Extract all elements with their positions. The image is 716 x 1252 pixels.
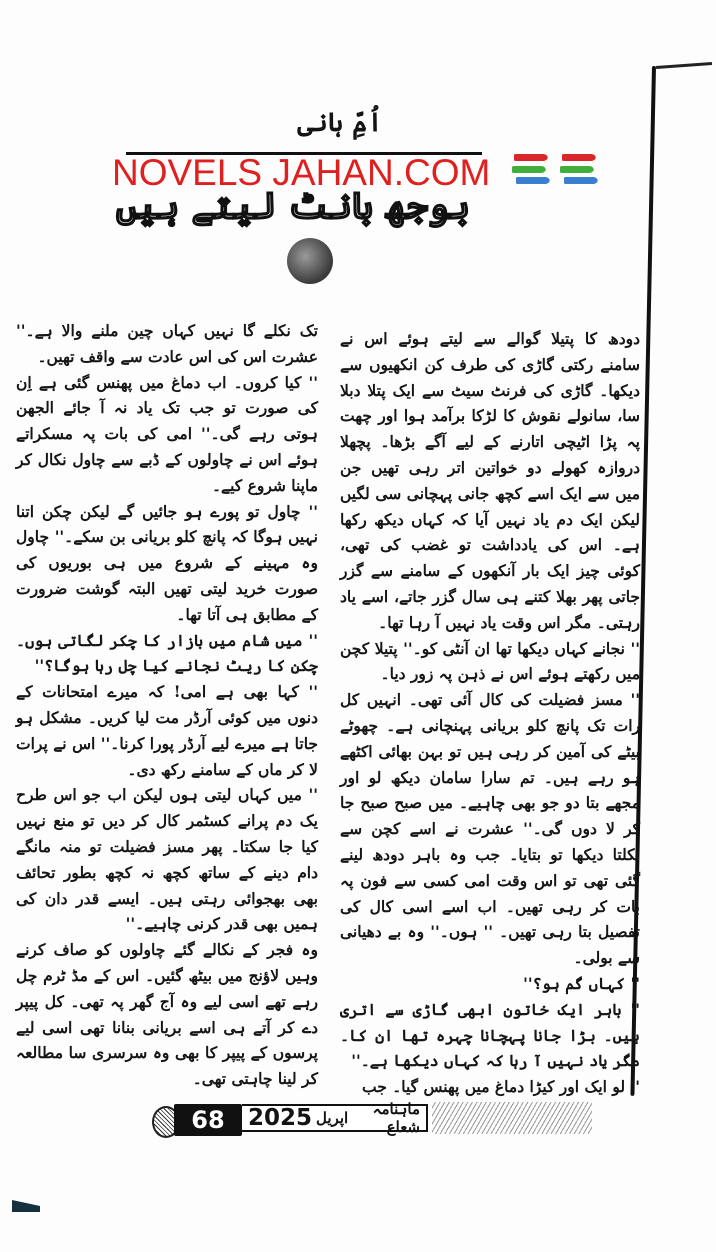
paragraph: '' باہر ایک خاتون ابھی گاڑی سے اتری ہیں۔ بڑا جانا پہچانا چہرہ تھا ان کا۔ مگر یاد نہیں آ رہا کہ کہاں دیکھا ہے۔'' [340,999,640,1071]
books-icon [510,150,554,190]
paragraph: '' میں شام میں بازار کا چکر لگاتی ہوں۔ چکن کا ریٹ نجانے کیا چل رہا ہوگا؟'' [16,630,318,676]
issue-month: اپریل [316,1109,349,1127]
paragraph: '' کہاں گم ہو؟'' [523,973,640,993]
watermark-text: NOVELS JAHAN.COM [112,152,491,193]
issue-year: 2025 [248,1105,313,1131]
paragraph: '' کیا کروں۔ اب دماغ میں پھنس گئی ہے اِن کی صورت تو جب تک یاد نہ آ جائے الجھن ہوتی رہے گی۔'' امی کی بات پہ مسکراتے ہوئے اس نے چاولوں کے ڈبے سے چاول نکال کر ماپنا شروع کیے۔ [16,372,318,495]
issue-label [242,1100,428,1136]
paragraph: '' میں کہاں لیتی ہوں لیکن اب جو اس طرح یک دم پرانے کسٹمر کال کر دیں تو منع نہیں کیا جا سکتا۔ پھر مسز فضیلت تو منہ مانگے دام دینے کے ساتھ کچھ نہ کچھ بطور تحائف بھی بھجوائی رہتی ہیں۔ ایسے قدر دان کی ہمیں بھی قدر کرنی چاہیے۔'' [16,785,318,934]
page-corner-edge [656,62,712,69]
paragraph: '' لو ایک اور کیڑا دماغ میں پھنس گیا۔ جب [362,1077,640,1097]
paragraph: دودھ کا پتیلا گوالے سے لیتے ہوئے اس نے سامنے رکتی گاڑی کی طرف کن انکھیوں سے دیکھا۔ گاڑی کی فرنٹ سیٹ سے ایک پتلا دبلا سا، سانولے نقوش کا لڑکا برآمد ہوا اور چھت پہ پڑا اٹیچی اتارنے کے لیے آگے بڑھا۔ پچھلا دروازہ کھولے دو خواتین اتر رہی تھیں جن میں سے ایک اسے کچھ جانی پہچانی سی لگیں لیکن ایک دم یاد نہیں آیا کہ کہاں دیکھ رکھا ہے۔ اس کی یادداشت تو غضب کی تھی، کوئی چیز ایک بار آنکھوں کے سامنے سے گزر جاتی پھر بھلا کتنے ہی سال گزر جاتے، اسے یاد رہتی۔ مگر اس وقت یاد نہیں آ رہا تھا۔ [340,329,640,632]
author-name: اُمِّ ہانی [297,108,383,138]
magazine-name: ماہنامہ شعاع [372,1100,420,1136]
page-number: 68 [174,1104,242,1136]
paragraph: '' نجانے کہاں دیکھا تھا ان آنٹی کو۔'' پتیلا کچن میں رکھتے ہوئے اس نے ذہن پہ زور دیا۔ [340,638,640,684]
page-footer [152,1100,592,1140]
story-title: بوجھ بانٹ لیتے ہیں [115,185,470,227]
paragraph: وہ فجر کے نکالے گئے چاولوں کو صاف کرنے وہیں لاؤنج میں بیٹھ گئیں۔ اس کے مڈ ٹرم چل رہے تھے اسی لیے وہ آج گھر پہ تھی۔ کل پیپر دے کر آتے ہی اسے بریانی بنانا تھی اسی لیے پرسوں کے پیپر کا بھی وہ سرسری سا مطالعہ کر لینا چاہتی تھی۔ [16,940,318,1089]
text-column-left [16,318,318,1092]
scan-corner-mark [12,1200,40,1212]
text-column-right [340,326,640,1100]
paragraph: '' مسز فضیلت کی کال آئی تھی۔ انہیں کل رات تک پانچ کلو بریانی پہنچانی ہے۔ چھوٹے بیٹے کی آمین کر رہی ہیں تو بہن بھائی اکٹھے ہو رہے ہیں۔ تم سارا سامان دیکھ لو اور مجھے بتا دو جو بھی چاہیے۔ میں صبح صبح جا کر لا دوں گی۔'' عشرت نے اسے کچن سے نکلتا دیکھا تو بتایا۔ جب وہ باہر دودھ لینے گئی تھی تو اس وقت امی کسی سے فون پہ بات کر رہی تھیں۔ اب اسے اسی کال کی تفصیل بتا رہی تھیں۔ '' ہوں۔'' وہ بے دھیانی سے بولی۔ [340,690,640,968]
paragraph: تک نکلے گا نہیں کہاں چین ملنے والا ہے۔'' عشرت اس کی اس عادت سے واقف تھیں۔ [16,321,318,366]
books-icon [558,150,602,190]
footer-hatch-ornament [432,1102,592,1134]
paragraph: '' چاول تو پورے ہو جائیں گے لیکن چکن اتنا نہیں ہوگا کہ پانچ کلو بریانی بن سکے۔'' چاول وہ مہینے کے شروع میں ہی بوریوں کی صورت خرید لیتی تھیں البتہ گوشت ضرورت کے مطابق ہی آتا تھا۔ [16,501,318,624]
globe-ornament [287,238,333,284]
paragraph: '' کہا بھی ہے امی! کہ میرے امتحانات کے دنوں میں کوئی آرڈر مت لیا کریں۔ مشکل ہو جاتا ہے میرے لیے آرڈر پورا کرنا۔'' اس نے پرات لا کر ماں کے سامنے رکھ دی۔ [16,682,318,779]
